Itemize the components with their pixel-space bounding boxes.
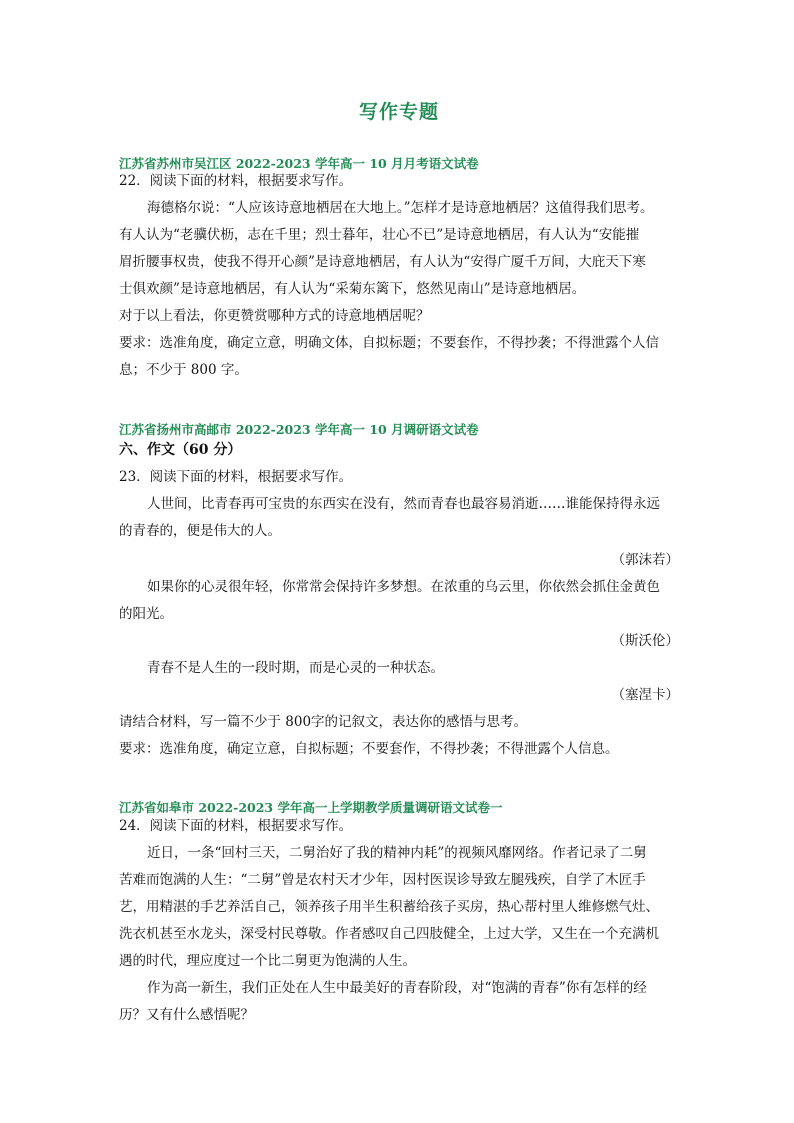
text-line: 遇的时代，理应度过一个比二舅更为饱满的人生。 xyxy=(119,953,416,969)
question-line: 24．阅读下面的材料，根据要求写作。 xyxy=(119,818,353,834)
section-heading: 六、作文（60 分） xyxy=(119,442,242,458)
text-line: 苦难而饱满的人生：“二舅”曾是农村天才少年，因村医误诊导致左腿残疾，自学了木匠手 xyxy=(119,872,646,888)
requirements-line: 要求：选准角度，确定立意，明确文体，自拟标题；不要套作，不得抄袭；不得泄露个人信 xyxy=(119,335,659,351)
requirements-line: 息；不少于 800 字。 xyxy=(119,362,248,378)
requirements-line: 要求：选准角度，确定立意，自拟标题；不要套作，不得抄袭；不得泄露个人信息。 xyxy=(119,741,619,757)
text-line: 洗衣机甚至水龙头，深受村民尊敬。作者感叹自己四肢健全，上过大学，又生在一个充满机 xyxy=(119,926,659,942)
text-line: 人世间，比青春再可宝贵的东西实在没有，然而青春也最容易消逝……谁能保持得永远 xyxy=(147,496,660,512)
text-line: 作为高一新生，我们正处在人生中最美好的青春阶段，对“饱满的青春”你有怎样的经 xyxy=(147,980,647,996)
text-line: 艺，用精湛的手艺养活自己，领养孩子用半生积蓄给孩子买房，热心帮村里人维修燃气灶、 xyxy=(119,899,659,915)
quote-author: （塞涅卡） xyxy=(611,687,679,703)
question-line: 22．阅读下面的材料，根据要求写作。 xyxy=(119,173,353,189)
quote-author: （郭沫若） xyxy=(611,552,679,568)
source-line: 江苏省如皋市 2022-2023 学年高一上学期教学质量调研语文试卷一 xyxy=(119,800,503,815)
text-line: 有人认为“老骥伏枥，志在千里；烈士暮年，壮心不已”是诗意地栖居，有人认为“安能摧 xyxy=(119,227,640,243)
text-line: 海德格尔说：“人应该诗意地栖居在大地上。”怎样才是诗意地栖居？这值得我们思考。 xyxy=(147,200,654,216)
text-line: 青春不是人生的一段时期，而是心灵的一种状态。 xyxy=(147,660,444,676)
text-line: 历？又有什么感悟呢？ xyxy=(119,1007,254,1023)
text-line: 近日，一条“回村三天，二舅治好了我的精神内耗”的视频风靡网络。作者记录了二舅 xyxy=(147,845,647,861)
text-line: 眉折腰事权贵，使我不得开心颜”是诗意地栖居，有人认为“安得广厦千万间，大庇天下寒 xyxy=(119,254,646,270)
source-line: 江苏省扬州市高邮市 2022-2023 学年高一 10 月调研语文试卷 xyxy=(119,422,479,437)
text-line: 的青春的，便是伟大的人。 xyxy=(119,523,281,539)
text-line: 士俱欢颜”是诗意地栖居，有人认为“采菊东篱下，悠然见南山”是诗意地栖居。 xyxy=(119,281,586,297)
page-title: 写作专题 xyxy=(358,101,439,123)
text-line: 请结合材料，写一篇不少于 800字的记叙文，表达你的感悟与思考。 xyxy=(119,714,528,730)
text-line: 对于以上看法，你更赞赏哪种方式的诗意地栖居呢？ xyxy=(119,308,430,324)
question-line: 23．阅读下面的材料，根据要求写作。 xyxy=(119,469,353,485)
text-line: 的阳光。 xyxy=(119,606,173,622)
quote-author: （斯沃伦） xyxy=(611,633,679,649)
text-line: 如果你的心灵很年轻，你常常会保持许多梦想。在浓重的乌云里，你依然会抓住金黄色 xyxy=(147,579,660,595)
source-line: 江苏省苏州市吴江区 2022-2023 学年高一 10 月月考语文试卷 xyxy=(119,156,479,171)
